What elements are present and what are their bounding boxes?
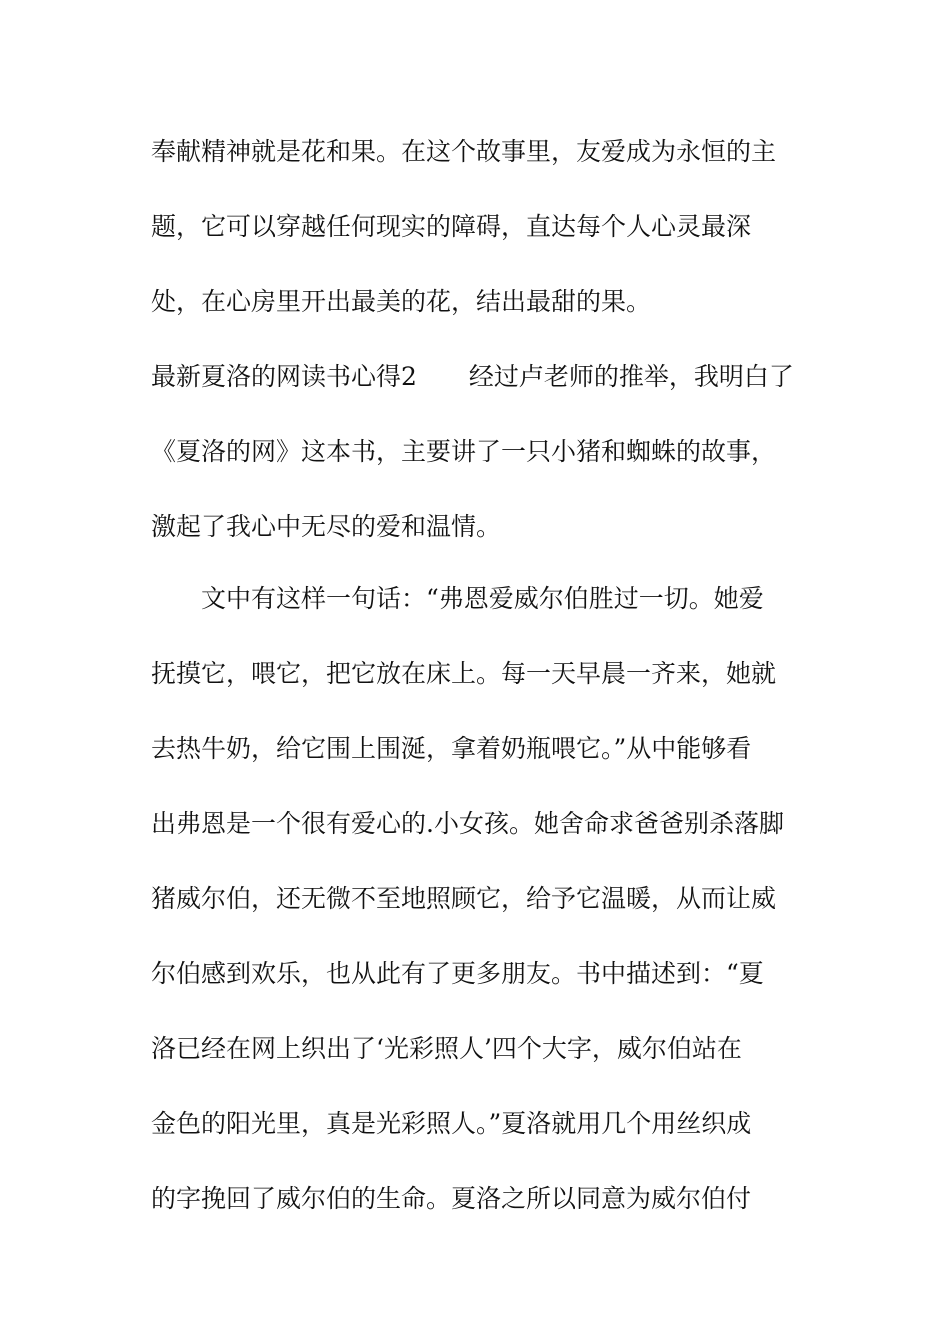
paragraph-line: 金色的阳光里，真是光彩照人。”夏洛就用几个用丝织成 (151, 1109, 752, 1138)
paragraph-line: 洛已经在网上织出了‘光彩照人’四个大字，威尔伯站在 (151, 1034, 742, 1063)
paragraph-start: 经过卢老师的推举，我明白了 (468, 362, 794, 391)
paragraph-line: 去热牛奶，给它围上围涎，拿着奶瓶喂它。”从中能够看 (151, 734, 752, 763)
paragraph-line: 《夏洛的网》这本书，主要讲了一只小猪和蜘蛛的故事， (151, 437, 777, 466)
paragraph-line: 奉献精神就是花和果。在这个故事里，友爱成为永恒的主 (151, 137, 777, 166)
paragraph-line: 出弗恩是一个很有爱心的.小女孩。她舍命求爸爸别杀落脚 (151, 809, 784, 838)
paragraph-line: 抚摸它，喂它，把它放在床上。每一天早晨一齐来，她就 (151, 659, 777, 688)
paragraph-line: 处，在心房里开出最美的花，结出最甜的果。 (151, 287, 652, 316)
paragraph-line: 题，它可以穿越任何现实的障碍，直达每个人心灵最深 (151, 212, 752, 241)
section-heading-line (151, 362, 794, 392)
paragraph-line: 激起了我心中无尽的爱和温情。 (151, 512, 502, 541)
paragraph-first-line: 文中有这样一句话：“弗恩爱威尔伯胜过一切。她爱 (201, 584, 764, 613)
paragraph-line: 尔伯感到欢乐，也从此有了更多朋友。书中描述到：“夏 (151, 959, 764, 988)
paragraph-line: 的字挽回了威尔伯的生命。夏洛之所以同意为威尔伯付 (151, 1184, 752, 1213)
section-heading: 最新夏洛的网读书心得2 (151, 362, 417, 391)
paragraph-line: 猪威尔伯，还无微不至地照顾它，给予它温暖，从而让威 (151, 884, 777, 913)
